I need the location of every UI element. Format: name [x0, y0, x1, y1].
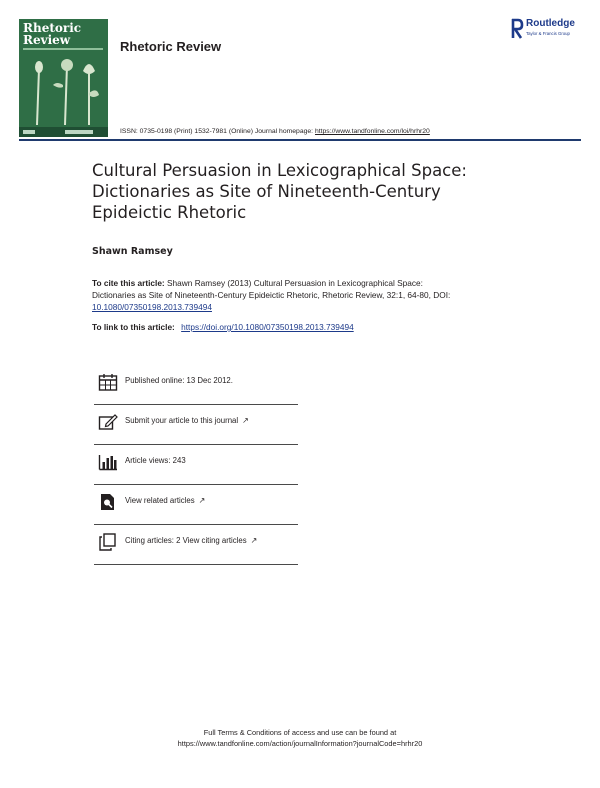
citation-doi-link[interactable]: 10.1080/07350198.2013.739494: [92, 302, 212, 312]
search-document-icon: [98, 493, 118, 511]
external-link-icon: ↗: [250, 536, 258, 545]
article-info-list: [94, 365, 298, 565]
copy-icon: [98, 533, 118, 551]
cover-title-line2: Review: [23, 33, 71, 47]
header-divider: [19, 139, 581, 141]
cover-plant-illustration: [23, 55, 103, 125]
calendar-icon: [98, 373, 118, 391]
cover-title: [23, 22, 81, 46]
citation-label: To cite this article:: [92, 278, 165, 288]
cover-title-line1: Rhetoric: [23, 21, 82, 35]
published-online-item: [94, 365, 298, 405]
article-title: [92, 160, 532, 223]
citation-text-line2: Dictionaries as Site of Nineteenth-Century Epideictic Rhetoric, Rhetoric Review, 32:1, 64-80, DOI:: [92, 290, 451, 300]
edit-icon: [98, 413, 118, 431]
article-views-text: Article views: 243: [125, 456, 186, 465]
related-articles-item[interactable]: [94, 485, 298, 525]
external-link-icon: ↗: [198, 496, 206, 505]
article-title-line3: Epideictic Rhetoric: [92, 203, 247, 222]
issn-line: [120, 128, 430, 135]
related-articles-text: View related articles: [125, 496, 195, 505]
article-title-line1: Cultural Persuasion in Lexicographical Space:: [92, 161, 467, 180]
article-link-row: [92, 322, 354, 332]
article-doi-url-link[interactable]: https://doi.org/10.1080/07350198.2013.739494: [181, 322, 354, 332]
article-link-label: To link to this article:: [92, 322, 175, 332]
citing-articles-item[interactable]: [94, 525, 298, 565]
journal-homepage-link[interactable]: https://www.tandfonline.com/loi/hrhr20: [314, 128, 430, 135]
citation-text-line1: Shawn Ramsey (2013) Cultural Persuasion in Lexicographical Space:: [167, 278, 423, 288]
terms-footer-url[interactable]: https://www.tandfonline.com/action/journalInformation?journalCode=hrhr20: [177, 739, 423, 748]
journal-name: Rhetoric Review: [120, 39, 222, 54]
citation-block: [92, 277, 512, 313]
bar-chart-icon: [98, 453, 118, 471]
journal-cover-image: [19, 19, 108, 137]
related-articles-link[interactable]: [125, 496, 205, 505]
article-title-line2: Dictionaries as Site of Nineteenth-Century: [92, 182, 441, 201]
submit-article-link[interactable]: [125, 416, 249, 425]
external-link-icon: ↗: [242, 416, 249, 425]
issn-text: ISSN: 0735-0198 (Print) 1532-7981 (Online) Journal homepage:: [120, 128, 314, 135]
routledge-logo-icon: [510, 18, 524, 40]
terms-footer: [0, 727, 600, 749]
submit-article-item[interactable]: [94, 405, 298, 445]
publisher-logo[interactable]: [510, 18, 586, 40]
citing-articles-link[interactable]: [125, 536, 257, 545]
publisher-tagline: Taylor & Francis Group: [526, 31, 570, 36]
article-views-item: [94, 445, 298, 485]
submit-article-text: Submit your article to this journal: [125, 416, 239, 425]
cover-subtitle-bar: [23, 48, 103, 50]
article-author: Shawn Ramsey: [92, 246, 173, 257]
terms-footer-line1: Full Terms & Conditions of access and use can be found at: [203, 728, 397, 737]
published-online-text: Published online: 13 Dec 2012.: [125, 376, 233, 385]
publisher-name: Routledge: [526, 18, 575, 29]
cover-footer-band: [19, 127, 108, 137]
citing-articles-text: Citing articles: 2 View citing articles: [125, 536, 247, 545]
